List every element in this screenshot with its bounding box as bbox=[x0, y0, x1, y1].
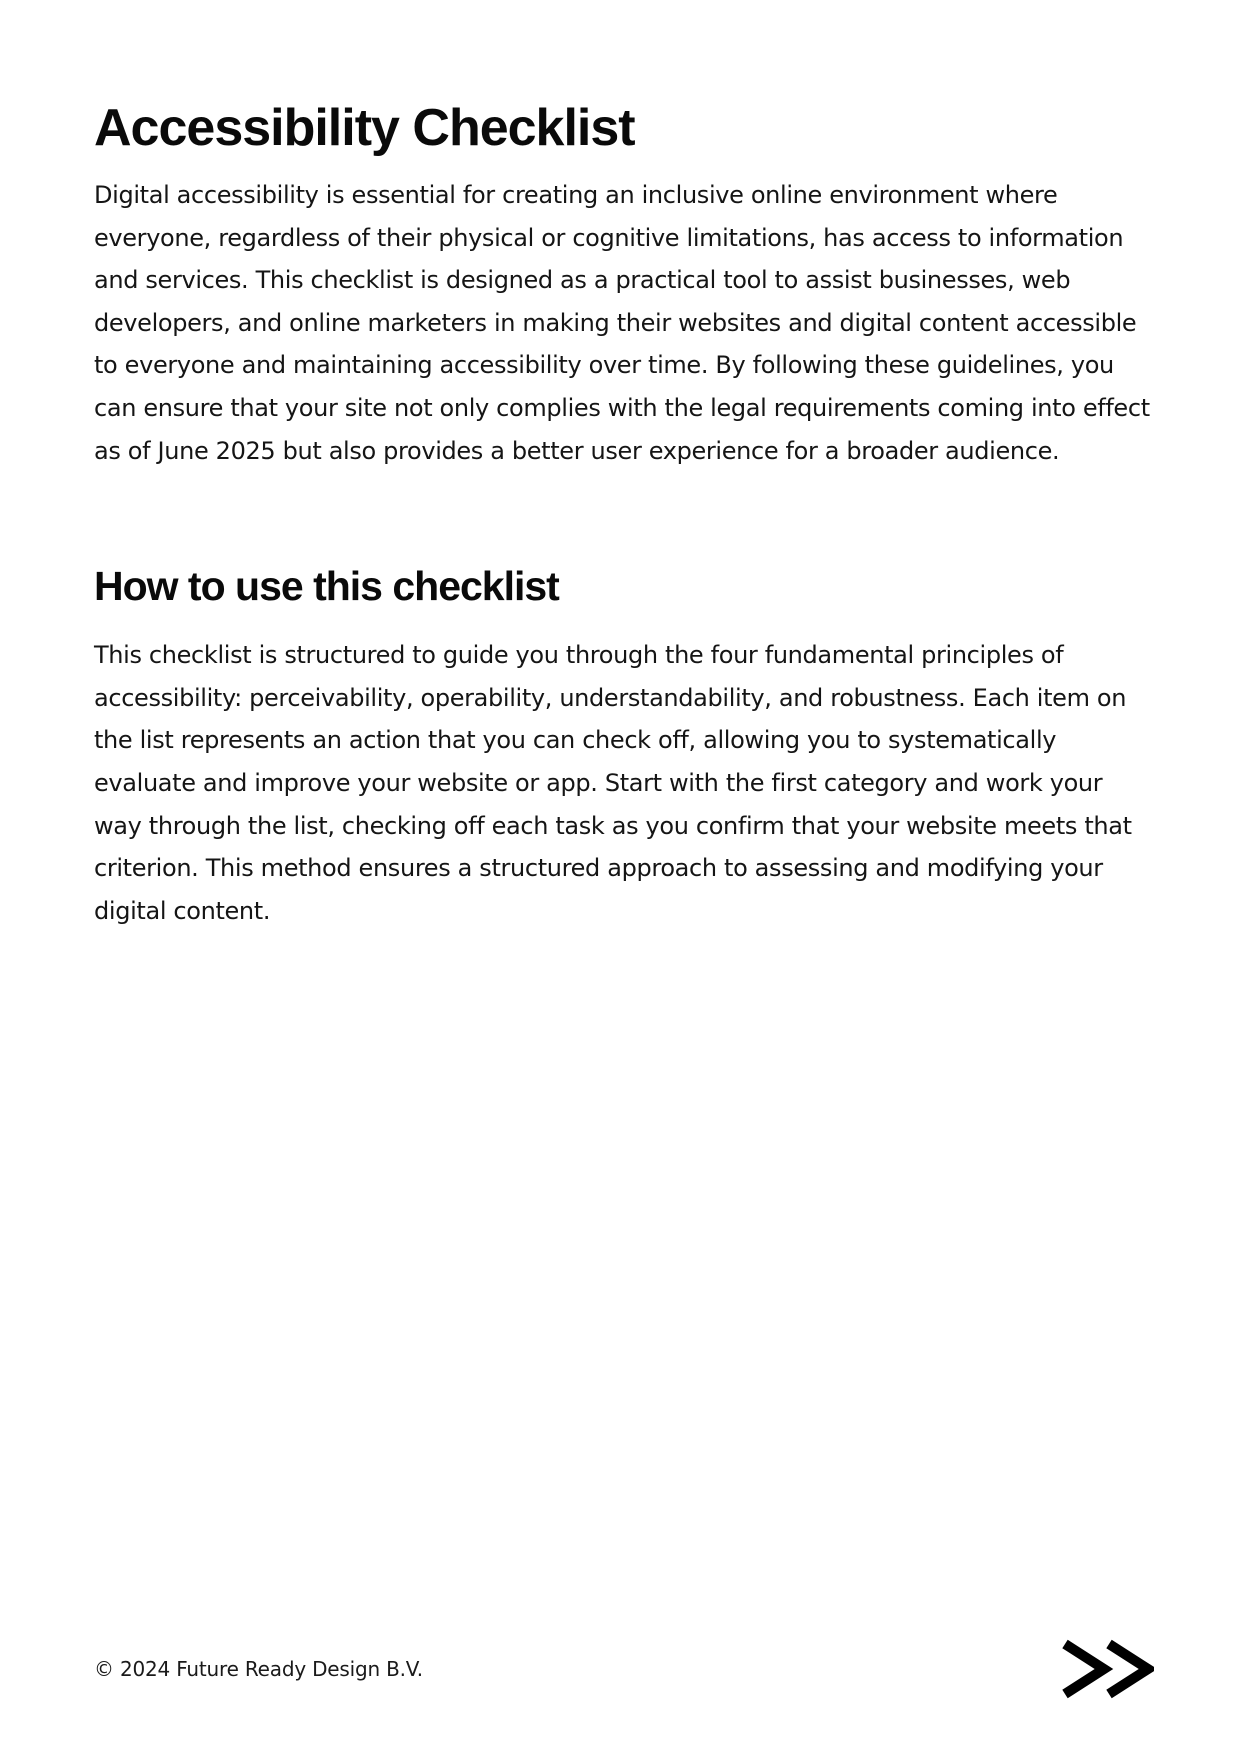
page-title: Accessibility Checklist bbox=[94, 99, 635, 157]
document-page bbox=[94, 96, 1154, 932]
how-to-use-section bbox=[94, 560, 1154, 932]
intro-paragraph: Digital accessibility is essential for creating an inclusive online environment where everyone, regardless of their physical or cognitive limitations, has access to information and services. This checklist is designed as a practical tool to assist businesses, web developers, and online marketers in making their websites and digital content accessible to everyone and maintaining accessibility over time. By following these guidelines, you can ensure that your site not only complies with the legal requirements coming into effect as of June 2025 but also provides a better user experience for a broader audience. bbox=[94, 181, 1150, 465]
double-chevron-right-icon[interactable] bbox=[1060, 1638, 1154, 1700]
copyright-text: © 2024 Future Ready Design B.V. bbox=[94, 1657, 423, 1681]
section-heading: How to use this checklist bbox=[94, 563, 559, 610]
section-body: This checklist is structured to guide you through the four fundamental principles of accessibility: perceivability, operability, understandability, and robustness. Each item on the list represents an action that you can check off, allowing you to systematically evaluate and improve your website or app. Start with the first category and work your way through the list, checking off each task as you confirm that your website meets that criterion. This method ensures a structured approach to assessing and modifying your digital content. bbox=[94, 641, 1132, 925]
